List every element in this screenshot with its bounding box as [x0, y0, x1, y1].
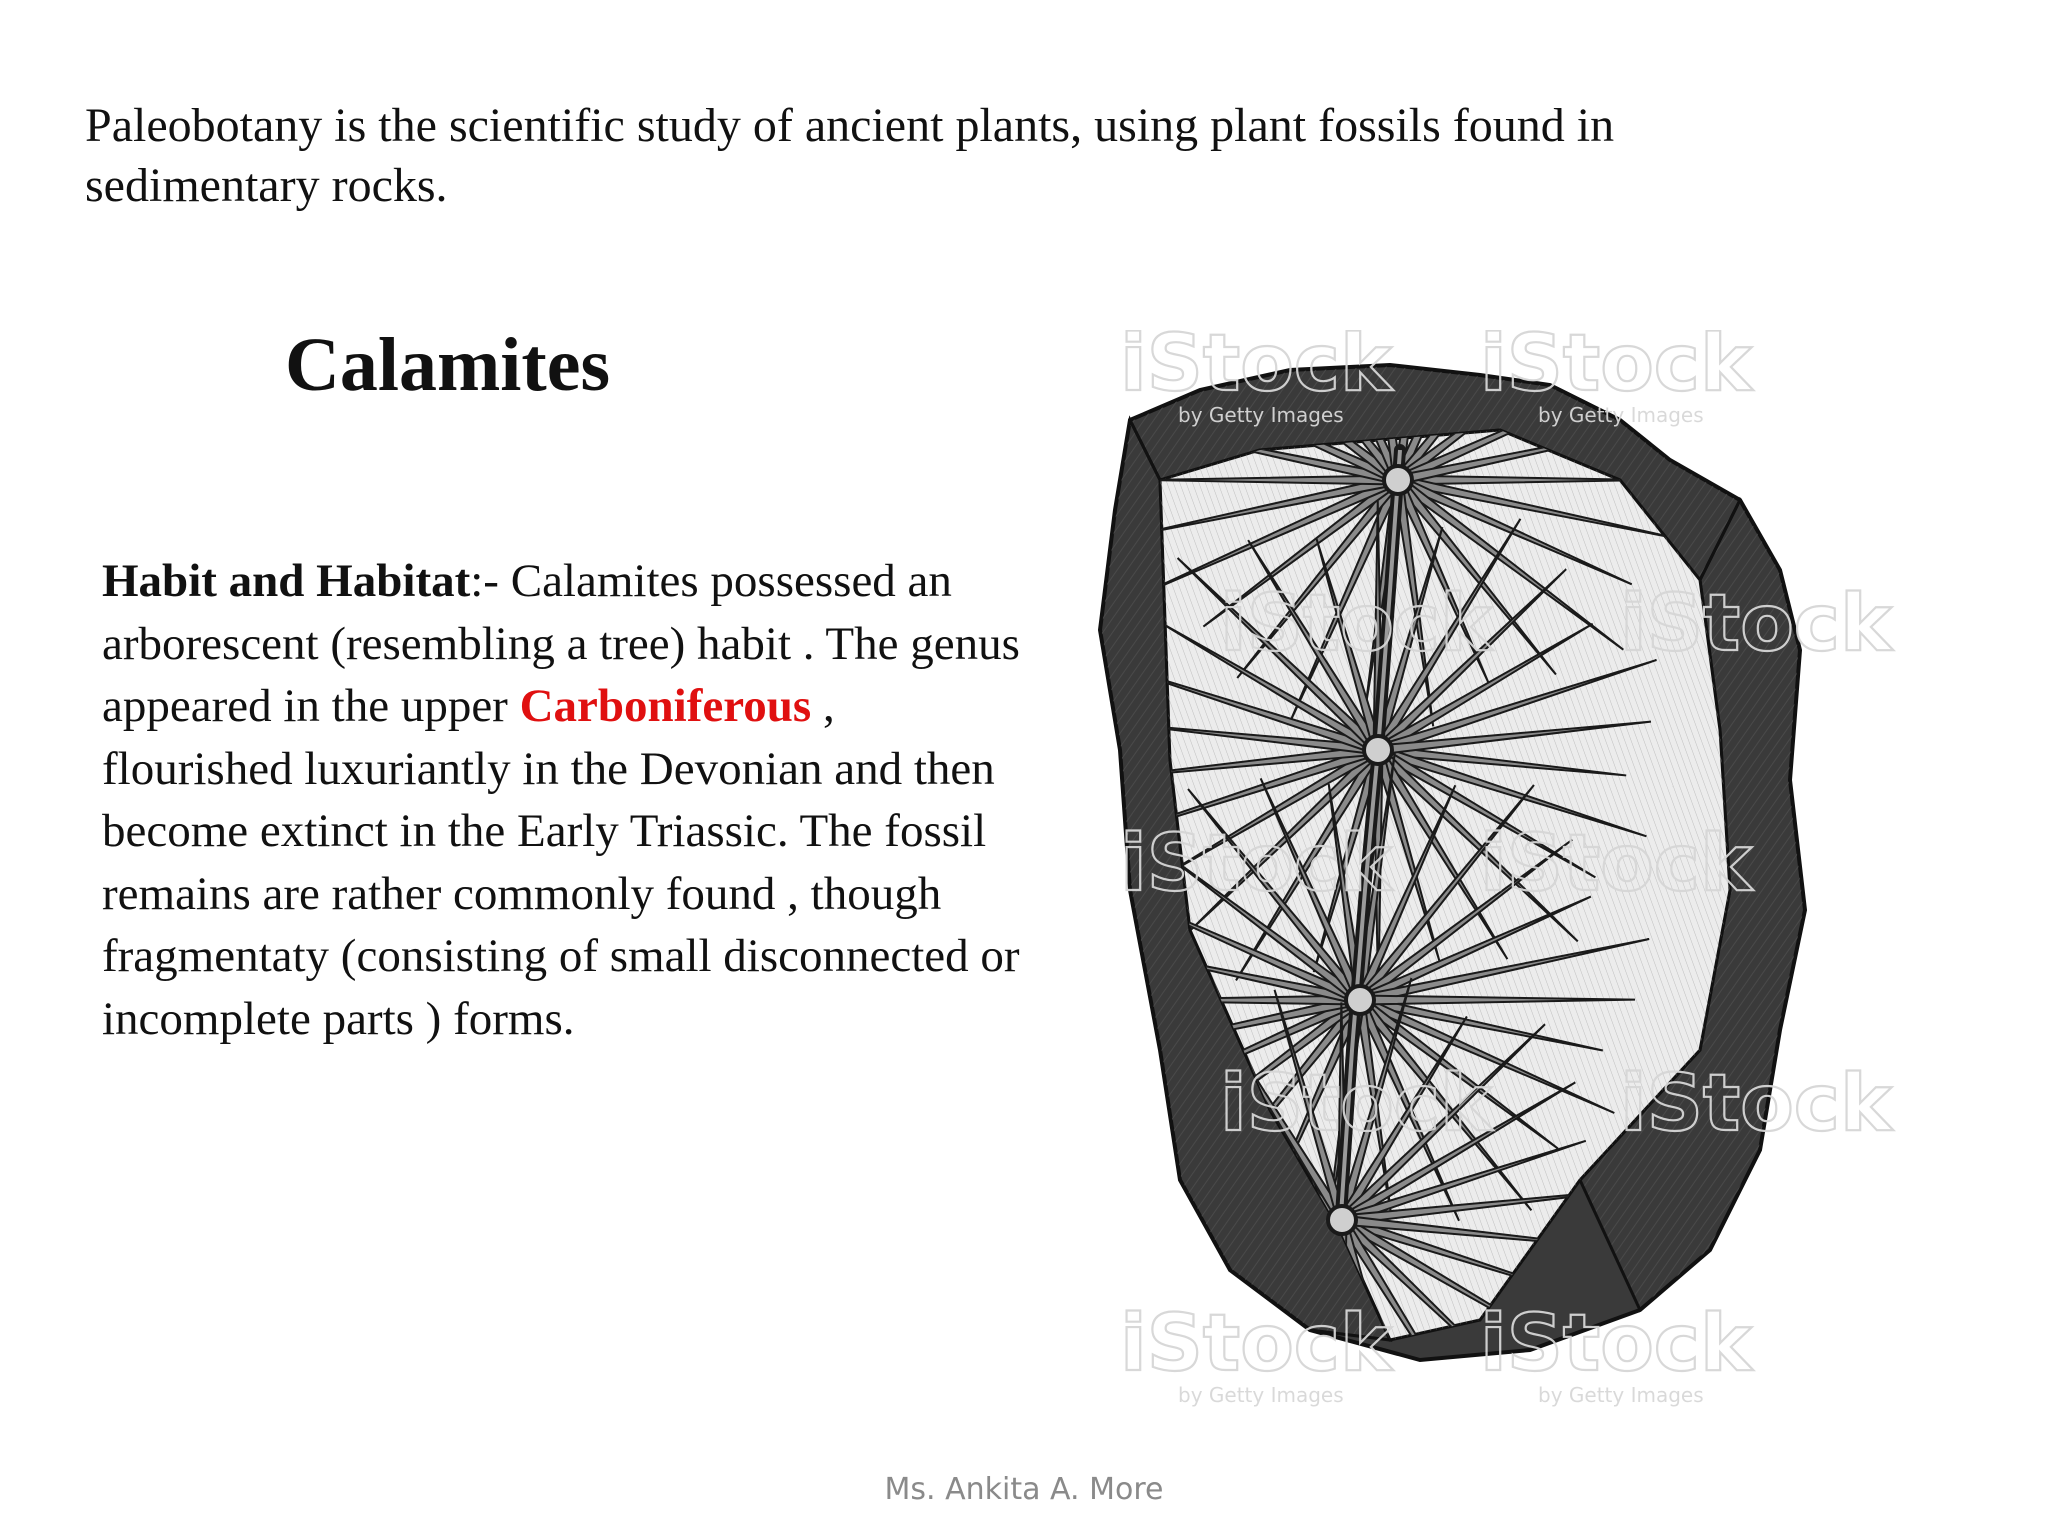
calamites-fossil-figure [1060, 330, 2048, 1440]
svg-text:iStock: iStock [1220, 1059, 1492, 1149]
description-part-2: , flourished luxuriantly in the Devonian and then become extinct in the Early Triassic. The fossil remains are rather commonly found , though fragmentaty (consisting of small disconnected or incomplete parts ) forms. [102, 680, 1020, 1045]
svg-text:iStock: iStock [1480, 1299, 1752, 1389]
stem-node [1384, 466, 1412, 494]
svg-text:iStock: iStock [1480, 819, 1752, 909]
carboniferous-highlight: Carboniferous [519, 680, 812, 732]
stem-node [1328, 1206, 1356, 1234]
svg-text:by Getty Images: by Getty Images [1538, 403, 1704, 427]
habit-habitat-label: Habit and Habitat [102, 555, 471, 607]
svg-text:iStock: iStock [1120, 1299, 1392, 1389]
svg-text:iStock: iStock [1480, 330, 1752, 409]
footer-author: Ms. Ankita A. More [884, 1472, 1164, 1507]
svg-text:by Getty Images: by Getty Images [1178, 403, 1344, 427]
svg-text:iStock: iStock [1120, 819, 1392, 909]
label-separator: :- [470, 555, 511, 607]
stem-node [1346, 986, 1374, 1014]
stem-node [1364, 736, 1392, 764]
svg-text:iStock: iStock [1120, 330, 1392, 409]
svg-text:by Getty Images: by Getty Images [1178, 1383, 1344, 1407]
slide-title: Calamites [285, 323, 611, 407]
svg-text:iStock: iStock [1620, 579, 1892, 669]
svg-text:iStock: iStock [1220, 579, 1492, 669]
description-part-1: Calamites possessed an arborescent (resembling a tree) habit . The genus appeared in the upper [102, 555, 1020, 732]
intro-text: Paleobotany is the scientific study of ancient plants, using plant fossils found in sedimentary rocks. [85, 99, 1615, 212]
fossil-illustration [1060, 330, 2048, 1440]
svg-text:iStock: iStock [1620, 1059, 1892, 1149]
svg-text:by Getty Images: by Getty Images [1538, 1383, 1704, 1407]
habit-habitat-paragraph [102, 550, 1022, 1050]
